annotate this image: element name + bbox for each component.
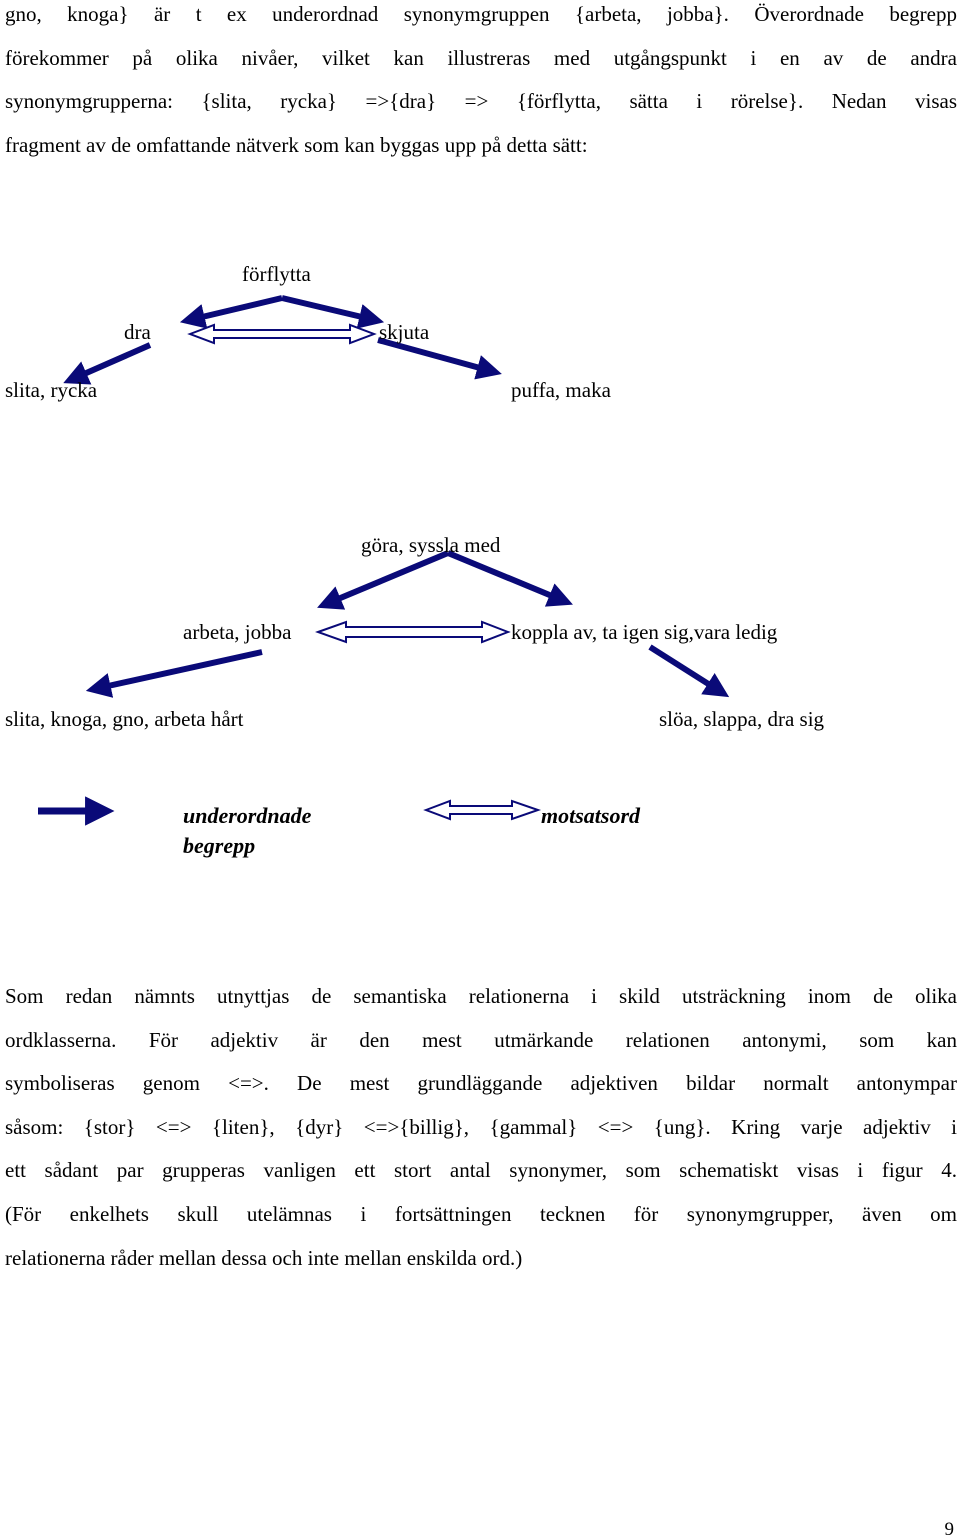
paragraph-line: ordklasserna. För adjektiv är den mest utmärkande relationen antonymi, som kan — [5, 1027, 957, 1052]
node-puffa-maka: puffa, maka — [511, 378, 611, 402]
legend-subordinate-line2: begrepp — [183, 833, 256, 858]
paragraph-line: (För enkelhets skull utelämnas i fortsättningen tecknen för synonymgrupper, även om — [5, 1201, 957, 1226]
paragraph-line: relationerna råder mellan dessa och inte mellan enskilda ord.) — [5, 1245, 523, 1270]
legend-subordinate-label — [183, 801, 311, 861]
paragraph-line: synonymgrupperna: {slita, rycka} =>{dra} => {förflytta, sätta i rörelse}. Nedan visas — [5, 89, 957, 114]
node-skjuta: skjuta — [379, 320, 430, 344]
paragraph-line: gno, knoga} är t ex underordnad synonymgruppen {arbeta, jobba}. Överordnade begrepp — [5, 2, 957, 26]
paragraph-line: Som redan nämnts utnyttjas de semantiska relationerna i skild utsträckning inom de olika — [5, 984, 957, 1008]
subordinate-arrow — [338, 553, 448, 599]
antonym-arrow — [190, 325, 374, 343]
subordinate-arrow — [282, 298, 362, 317]
node-forflytta: förflytta — [242, 262, 311, 286]
subordinate-arrow — [108, 652, 262, 686]
paragraph-line: fragment av de omfattande nätverk som kan byggas upp på detta sätt: — [5, 132, 588, 157]
node-koppla-av: koppla av, ta igen sig,vara ledig — [511, 620, 778, 644]
node-dra: dra — [124, 320, 151, 344]
subordinate-arrow — [202, 298, 282, 317]
body-paragraph — [5, 975, 957, 1280]
subordinate-arrow — [84, 345, 150, 374]
paragraph-line: ett sådant par grupperas vanligen ett stort antal synonymer, som schematiskt visas i figur 4. — [5, 1158, 957, 1183]
node-arbeta-jobba: arbeta, jobba — [183, 620, 292, 644]
node-gora-syssla-med: göra, syssla med — [361, 533, 501, 557]
node-slita-knoga: slita, knoga, gno, arbeta hårt — [5, 707, 244, 731]
node-slita-rycka: slita, rycka — [5, 378, 98, 402]
subordinate-arrow — [448, 553, 552, 596]
page-number: 9 — [944, 1519, 954, 1540]
node-sloa-slappa: slöa, slappa, dra sig — [659, 707, 825, 731]
legend-antonym-label: motsatsord — [541, 803, 641, 828]
paragraph-line: såsom: {stor} <=> {liten}, {dyr} <=>{billig}, {gammal} <=> {ung}. Kring varje adjektiv i — [5, 1114, 957, 1139]
legend-subordinate-line1: underordnade — [183, 803, 312, 828]
subordinate-arrow — [378, 340, 480, 368]
legend-antonym-arrow — [426, 801, 538, 819]
paragraph-line: symboliseras genom <=>. De mest grundläggande adjektiven bildar normalt antonympar — [5, 1071, 957, 1096]
antonym-arrow — [318, 622, 508, 642]
subordinate-arrow — [650, 647, 710, 685]
paragraph-line: förekommer på olika nivåer, vilket kan illustreras med utgångspunkt i en av de andra — [5, 45, 957, 70]
